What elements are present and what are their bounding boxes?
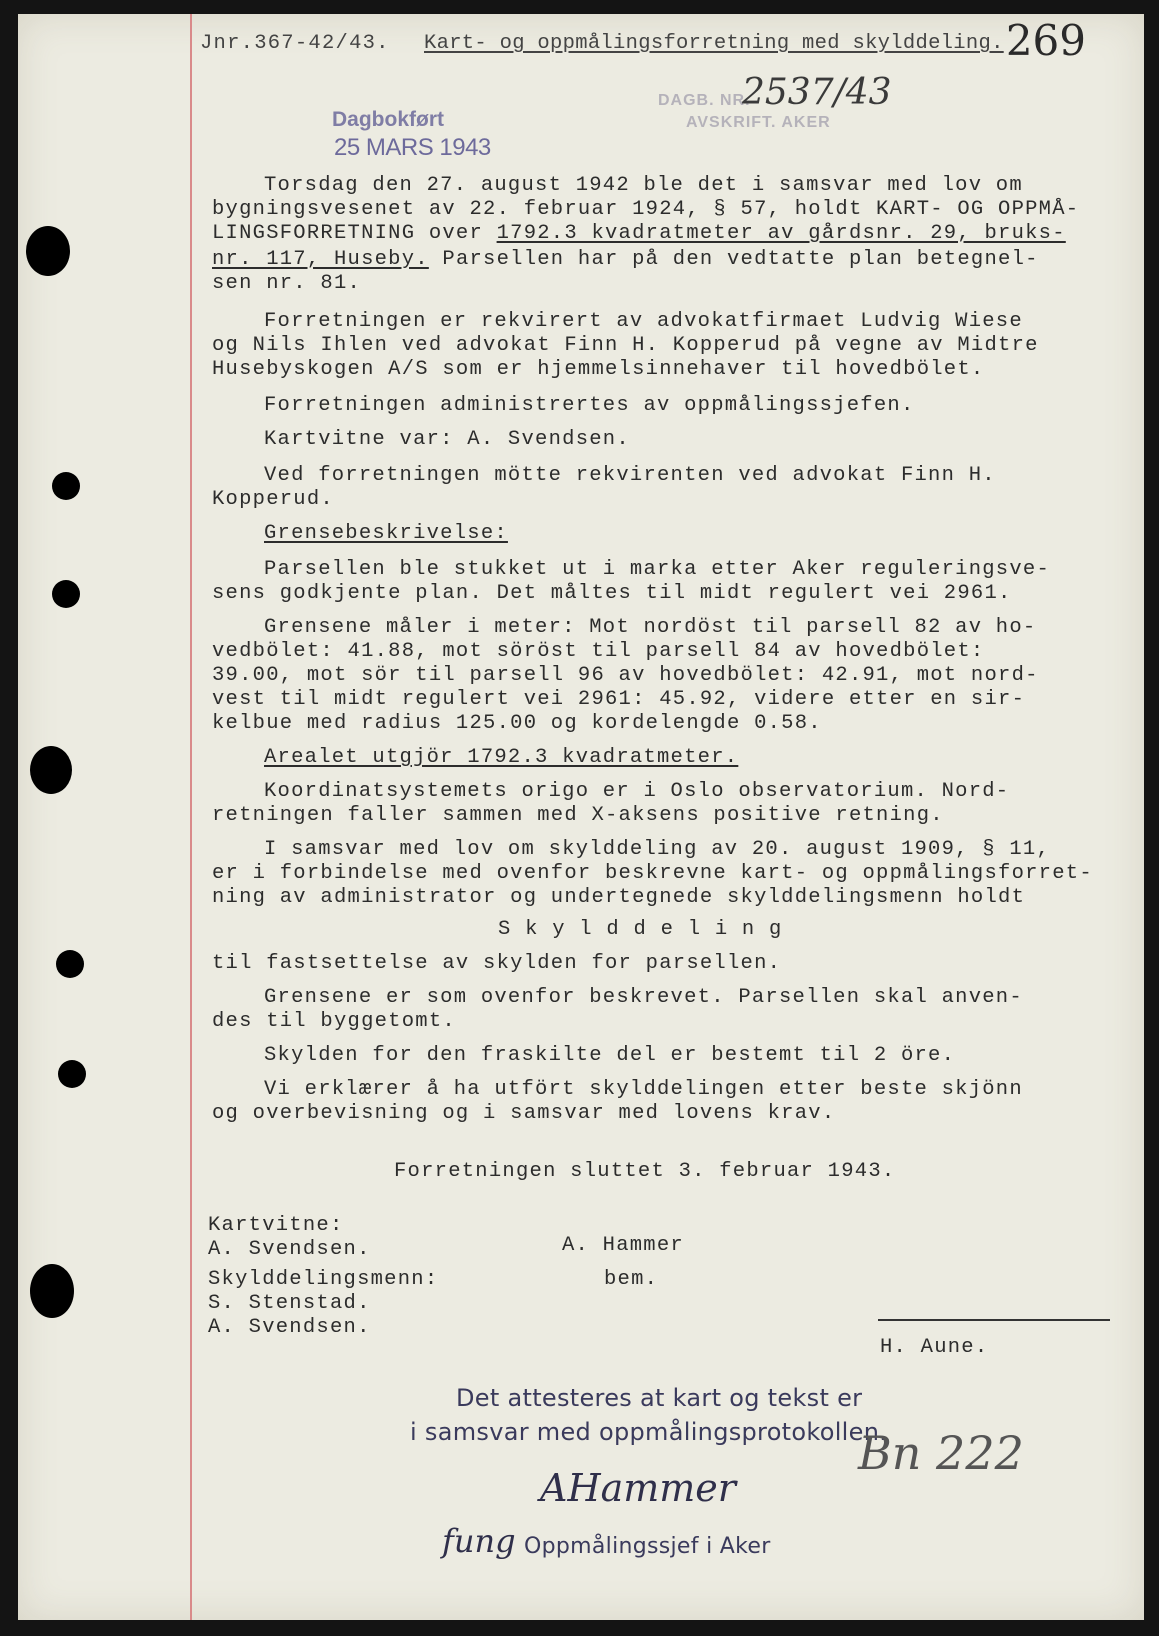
body-line [212, 222, 1066, 245]
document-page [18, 14, 1144, 1620]
punch-hole [30, 1264, 74, 1318]
body-line: bygningsvesenet av 22. februar 1924, § 57, holdt KART- OG OPPMÅ- [212, 198, 1080, 221]
section-heading-arealet: Arealet utgjör 1792.3 kvadratmeter. [264, 746, 739, 769]
body-line: Forretningen er rekvirert av advokatfirmaet Ludvig Wiese [264, 310, 1023, 333]
body-line: Koordinatsystemets origo er i Oslo observatorium. Nord- [264, 780, 1010, 803]
body-line: Kartvitne var: A. Svendsen. [264, 428, 630, 451]
dagb-nr-value: 2537/43 [742, 72, 892, 113]
attestation-role: Oppmålingssjef i Aker [524, 1534, 771, 1559]
body-line: Kopperud. [212, 488, 334, 511]
body-line: er i forbindelse med ovenfor beskrevne kart- og oppmålingsforret- [212, 862, 1093, 885]
skylddelingsmann-2: A. Svendsen. [208, 1316, 371, 1339]
avskrift-stamp: AVSKRIFT. AKER [686, 114, 831, 131]
body-line: Ved forretningen mötte rekvirenten ved advokat Finn H. [264, 464, 996, 487]
body-line [212, 248, 1039, 271]
attestation-line-2: i samsvar med oppmålingsprotokollen. [410, 1418, 888, 1446]
area-parcel-ref: 1792.3 kvadratmeter av gårdsnr. 29, bruks- [496, 222, 1066, 245]
skylddelingsmenn-label: Skylddelingsmenn: [208, 1268, 439, 1291]
body-line: sens godkjente plan. Det måltes til midt regulert vei 2961. [212, 582, 1012, 605]
handwritten-initial: fung [442, 1522, 516, 1560]
punch-hole [30, 746, 72, 794]
handwritten-signature: AHammer [540, 1466, 736, 1510]
body-line: og overbevisning og i samsvar med lovens krav. [212, 1102, 836, 1125]
section-heading-grensebeskrivelse: Grensebeskrivelse: [264, 522, 508, 545]
document-title: Kart- og oppmålingsforretning med skylddeling. [424, 32, 1004, 55]
punch-hole [52, 472, 80, 500]
body-line: vest til midt regulert vei 2961: 45.92, videre etter en sir- [212, 688, 1026, 711]
signature-hammer: A. Hammer [562, 1234, 684, 1257]
section-heading-skylddeling: S k y l d d e l i n g [498, 918, 783, 941]
body-line: vedbölet: 41.88, mot söröst til parsell 84 av hovedbölet: [212, 640, 985, 663]
signature-bem: bem. [604, 1268, 659, 1291]
punch-hole [56, 950, 84, 978]
punch-hole [26, 226, 70, 276]
body-text: LINGSFORRETNING over [212, 222, 497, 245]
handwritten-margin-note: Bn 222 [858, 1426, 1024, 1480]
body-line: I samsvar med lov om skylddeling av 20. august 1909, § 11, [264, 838, 1051, 861]
body-line: og Nils Ihlen ved advokat Finn H. Kopperud på vegne av Midtre [212, 334, 1039, 357]
body-line: Grensene måler i meter: Mot nordöst til parsell 82 av ho- [264, 616, 1037, 639]
body-line: Grensene er som ovenfor beskrevet. Parsellen skal anven- [264, 986, 1023, 1009]
body-text: Parsellen har på den vedtatte plan betegnel- [428, 248, 1039, 271]
signature-aune: H. Aune. [880, 1336, 989, 1359]
attestation-line-1: Det attesteres at kart og tekst er [456, 1384, 863, 1412]
parcel-ref: nr. 117, Huseby. [212, 248, 429, 271]
body-line: Torsdag den 27. august 1942 ble det i samsvar med lov om [264, 174, 1023, 197]
dagb-nr-stamp: DAGB. NR. [658, 92, 751, 109]
page-number: 269 [1005, 16, 1086, 65]
signature-line [878, 1319, 1110, 1321]
body-line: retningen faller sammen med X-aksens positive retning. [212, 804, 944, 827]
body-line: Husebyskogen A/S som er hjemmelsinnehaver til hovedbölet. [212, 358, 985, 381]
body-line: Vi erklærer å ha utfört skylddelingen etter beste skjönn [264, 1078, 1023, 1101]
journal-number: Jnr.367-42/43. [200, 32, 390, 55]
body-line: des til byggetomt. [212, 1010, 456, 1033]
punch-hole [52, 580, 80, 608]
body-line: sen nr. 81. [212, 272, 362, 295]
body-line: kelbue med radius 125.00 og kordelengde 0.58. [212, 712, 822, 735]
kartvitne-label: Kartvitne: [208, 1214, 344, 1237]
margin-line [190, 14, 192, 1620]
closing-date-line: Forretningen sluttet 3. februar 1943. [394, 1160, 896, 1183]
punch-hole [58, 1060, 86, 1088]
body-line: Skylden for den fraskilte del er bestemt til 2 öre. [264, 1044, 956, 1067]
dagbok-stamp-label: Dagbokført [332, 108, 444, 131]
body-line: 39.00, mot sör til parsell 96 av hovedbölet: 42.91, mot nord- [212, 664, 1039, 687]
body-line: til fastsettelse av skylden for parsellen. [212, 952, 782, 975]
skylddelingsmann-1: S. Stenstad. [208, 1292, 371, 1315]
kartvitne-name: A. Svendsen. [208, 1238, 371, 1261]
body-line: ning av administrator og undertegnede skylddelingsmenn holdt [212, 886, 1026, 909]
dagbok-stamp-date: 25 MARS 1943 [334, 134, 491, 161]
body-line: Forretningen administrertes av oppmålingssjefen. [264, 394, 915, 417]
body-line: Parsellen ble stukket ut i marka etter Aker reguleringsve- [264, 558, 1051, 581]
